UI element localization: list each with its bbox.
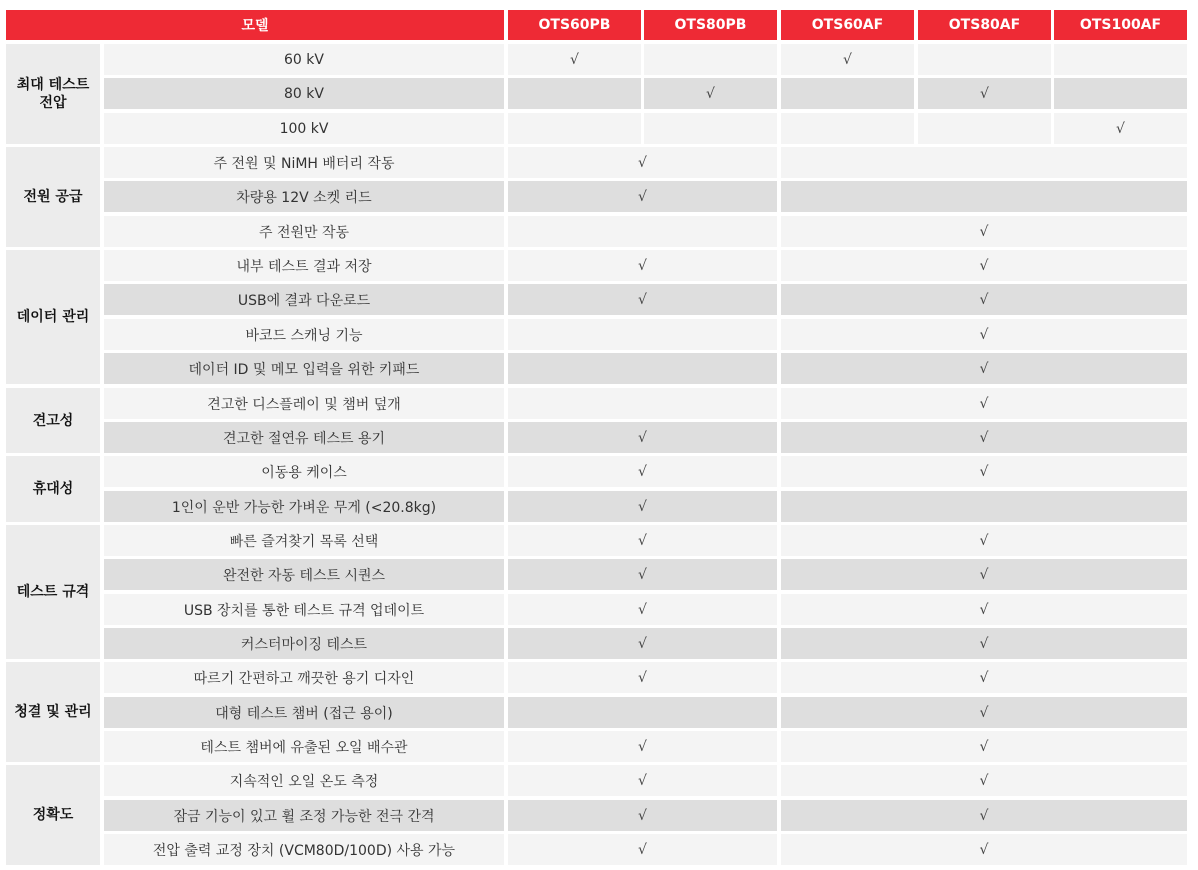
af-series-cell: √ bbox=[781, 834, 1187, 865]
model-cell bbox=[508, 78, 641, 109]
af-series-cell bbox=[781, 181, 1187, 212]
af-series-cell: √ bbox=[781, 388, 1187, 419]
af-series-cell: √ bbox=[781, 284, 1187, 315]
af-series-cell bbox=[781, 491, 1187, 522]
model-cell bbox=[508, 113, 641, 144]
af-series-cell: √ bbox=[781, 216, 1187, 247]
pb-series-cell bbox=[508, 388, 777, 419]
af-series-cell: √ bbox=[781, 559, 1187, 590]
af-series-cell: √ bbox=[781, 525, 1187, 556]
model-cell bbox=[918, 44, 1051, 75]
category-label: 견고성 bbox=[6, 388, 100, 453]
feature-label: 커스터마이징 테스트 bbox=[104, 628, 504, 659]
model-cell: √ bbox=[644, 78, 777, 109]
model-cell bbox=[644, 44, 777, 75]
feature-label: 주 전원 및 NiMH 배터리 작동 bbox=[104, 147, 504, 178]
header-model-ots100af: OTS100AF bbox=[1054, 10, 1187, 40]
pb-series-cell: √ bbox=[508, 559, 777, 590]
feature-label: 100 kV bbox=[104, 113, 504, 144]
feature-label: 잠금 기능이 있고 휠 조정 가능한 전극 간격 bbox=[104, 800, 504, 831]
header-model-label: 모델 bbox=[6, 10, 504, 40]
af-series-cell: √ bbox=[781, 765, 1187, 796]
pb-series-cell: √ bbox=[508, 147, 777, 178]
pb-series-cell: √ bbox=[508, 765, 777, 796]
feature-label: 바코드 스캐닝 기능 bbox=[104, 319, 504, 350]
af-series-cell: √ bbox=[781, 662, 1187, 693]
feature-label: 이동용 케이스 bbox=[104, 456, 504, 487]
pb-series-cell: √ bbox=[508, 594, 777, 625]
category-label: 데이터 관리 bbox=[6, 250, 100, 384]
af-series-cell: √ bbox=[781, 594, 1187, 625]
feature-label: 전압 출력 교정 장치 (VCM80D/100D) 사용 가능 bbox=[104, 834, 504, 865]
pb-series-cell: √ bbox=[508, 181, 777, 212]
feature-label: 1인이 운반 가능한 가벼운 무게 (<20.8kg) bbox=[104, 491, 504, 522]
feature-label: 60 kV bbox=[104, 44, 504, 75]
feature-label: 데이터 ID 및 메모 입력을 위한 키패드 bbox=[104, 353, 504, 384]
model-cell: √ bbox=[1054, 113, 1187, 144]
model-cell: √ bbox=[781, 44, 914, 75]
feature-label: 대형 테스트 챔버 (접근 용이) bbox=[104, 697, 504, 728]
feature-label: 빠른 즐겨찾기 목록 선택 bbox=[104, 525, 504, 556]
category-label: 최대 테스트 전압 bbox=[6, 44, 100, 144]
af-series-cell: √ bbox=[781, 250, 1187, 281]
af-series-cell: √ bbox=[781, 697, 1187, 728]
feature-label: 주 전원만 작동 bbox=[104, 216, 504, 247]
feature-label: 테스트 챔버에 유출된 오일 배수관 bbox=[104, 731, 504, 762]
pb-series-cell bbox=[508, 697, 777, 728]
header-model-ots60af: OTS60AF bbox=[781, 10, 914, 40]
category-label: 테스트 규격 bbox=[6, 525, 100, 659]
pb-series-cell: √ bbox=[508, 662, 777, 693]
pb-series-cell: √ bbox=[508, 422, 777, 453]
pb-series-cell: √ bbox=[508, 491, 777, 522]
af-series-cell: √ bbox=[781, 456, 1187, 487]
category-label: 정확도 bbox=[6, 765, 100, 865]
model-cell bbox=[918, 113, 1051, 144]
feature-label: 따르기 간편하고 깨끗한 용기 디자인 bbox=[104, 662, 504, 693]
pb-series-cell: √ bbox=[508, 834, 777, 865]
feature-label: 지속적인 오일 온도 측정 bbox=[104, 765, 504, 796]
pb-series-cell bbox=[508, 353, 777, 384]
header-model-ots80pb: OTS80PB bbox=[644, 10, 777, 40]
header-model-ots80af: OTS80AF bbox=[918, 10, 1051, 40]
model-cell: √ bbox=[918, 78, 1051, 109]
category-label: 청결 및 관리 bbox=[6, 662, 100, 762]
feature-label: 차량용 12V 소켓 리드 bbox=[104, 181, 504, 212]
pb-series-cell: √ bbox=[508, 628, 777, 659]
feature-label: 내부 테스트 결과 저장 bbox=[104, 250, 504, 281]
model-cell bbox=[781, 113, 914, 144]
model-cell: √ bbox=[508, 44, 641, 75]
feature-label: 80 kV bbox=[104, 78, 504, 109]
af-series-cell bbox=[781, 147, 1187, 178]
pb-series-cell: √ bbox=[508, 731, 777, 762]
af-series-cell: √ bbox=[781, 731, 1187, 762]
header-model-ots60pb: OTS60PB bbox=[508, 10, 641, 40]
model-cell bbox=[644, 113, 777, 144]
pb-series-cell: √ bbox=[508, 284, 777, 315]
model-cell bbox=[1054, 44, 1187, 75]
af-series-cell: √ bbox=[781, 353, 1187, 384]
model-cell bbox=[1054, 78, 1187, 109]
category-label: 전원 공급 bbox=[6, 147, 100, 247]
pb-series-cell: √ bbox=[508, 800, 777, 831]
af-series-cell: √ bbox=[781, 422, 1187, 453]
feature-label: USB에 결과 다운로드 bbox=[104, 284, 504, 315]
pb-series-cell: √ bbox=[508, 250, 777, 281]
af-series-cell: √ bbox=[781, 628, 1187, 659]
model-cell bbox=[781, 78, 914, 109]
af-series-cell: √ bbox=[781, 800, 1187, 831]
feature-label: 완전한 자동 테스트 시퀀스 bbox=[104, 559, 504, 590]
feature-label: 견고한 디스플레이 및 챔버 덮개 bbox=[104, 388, 504, 419]
af-series-cell: √ bbox=[781, 319, 1187, 350]
feature-label: USB 장치를 통한 테스트 규격 업데이트 bbox=[104, 594, 504, 625]
pb-series-cell: √ bbox=[508, 456, 777, 487]
pb-series-cell: √ bbox=[508, 525, 777, 556]
category-label: 휴대성 bbox=[6, 456, 100, 522]
pb-series-cell bbox=[508, 319, 777, 350]
pb-series-cell bbox=[508, 216, 777, 247]
feature-label: 견고한 절연유 테스트 용기 bbox=[104, 422, 504, 453]
